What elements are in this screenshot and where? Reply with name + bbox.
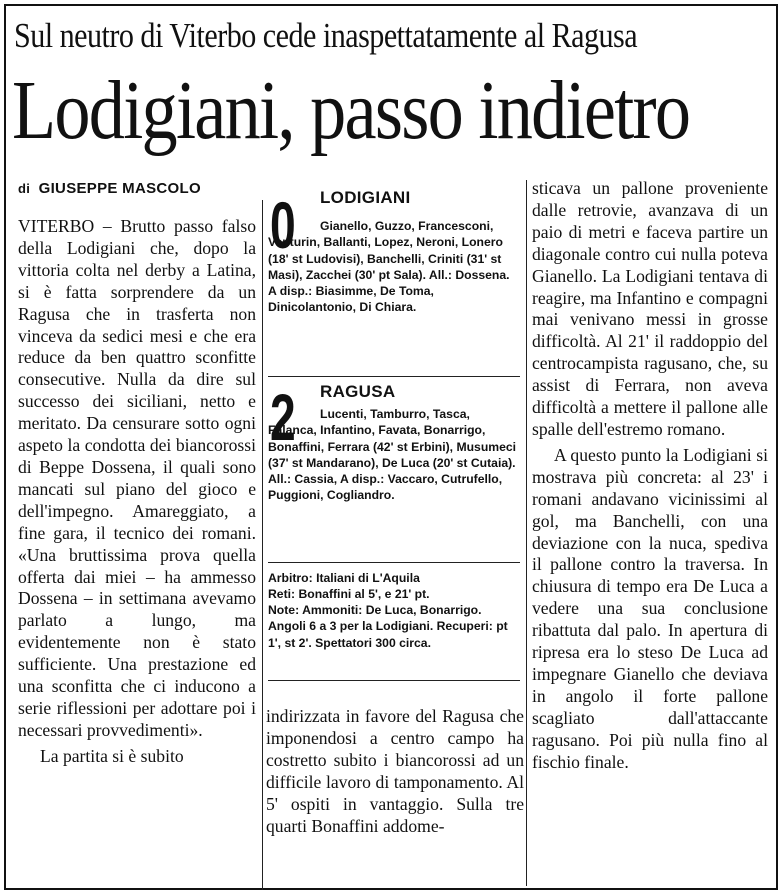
home-lineup: Gianello, Guzzo, Francesconi, Venturin, Ballanti, Lopez, Neroni, Lonero (18' st Ludovisi), Banchelli, Criniti (31' st Masi), Zacchei (30' pt Sala). All.: Dossena. A disp.: Biasimme, De Toma, Dinicolantonio, Di Chiara. — [268, 219, 510, 315]
column-divider — [262, 200, 263, 890]
article-column-2: indirizzata in favore del Ragusa che imponendosi a centro campo ha costretto subito i biancorossi ad un difficile lavoro di tamponamento. Al 5' ospiti in vantaggio. Sulla tre quarti Bonaffini addome- — [266, 706, 524, 836]
away-team-name: RAGUSA — [320, 382, 396, 401]
article-column-1 — [18, 216, 256, 768]
article-kicker: Sul neutro di Viterbo cede inaspettatamente al Ragusa — [14, 16, 638, 55]
match-notes: Note: Ammoniti: De Luca, Bonarrigo. Angoli 6 a 3 per la Lodigiani. Recuperi: pt 1', st 2'. Spettatori 300 circa. — [268, 603, 508, 650]
scorebox-divider — [268, 562, 520, 563]
away-lineup: Lucenti, Tamburro, Tasca, Falanca, Infantino, Favata, Bonarrigo, Bonaffini, Ferrara (42' st Erbini), Musumeci (37' st Mandarano), De Luca (20' st Cutaia). All.: Cassia, A disp.: Vaccaro, Cutrufello, Puggioni, Cogliandro. — [268, 407, 517, 503]
scorebox-divider — [268, 376, 520, 377]
column-divider — [526, 180, 527, 886]
article-column-3 — [532, 178, 768, 773]
paragraph: VITERBO – Brutto passo falso della Lodigiani che, dopo la vittoria colta nel derby a Latina, si è fatta sorprendere da un Ragusa che in trasferta non vinceva da sedici mesi e che era reduce da ben quattro sconfitte consecutive. Nulla da dire sul successo dei siciliani, netto e meritato. Da censurare sotto ogni aspeto la condotta dei biancorossi di Beppe Dossena, il quali sono mancati sul piano del gioco e dell'impegno. Amareggiato, a fine gara, il tecnico dei romani. «Una bruttissima prova quella offerta dai miei – ha ammesso Dossena – in settimana avevamo parlato a lungo, ma evidentemente non è stato sufficiente. Una prestazione ed una sconfitta che ci inducono a serie riflessioni per adottare poi i necessari provvedimenti». — [18, 216, 256, 740]
byline-author: GIUSEPPE MASCOLO — [38, 180, 201, 197]
referee-line: Arbitro: Italiani di L'Aquila — [268, 571, 420, 585]
paragraph: La partita si è subito — [40, 745, 184, 766]
article-headline: Lodigiani, passo indietro — [12, 64, 690, 157]
home-score: 0 — [270, 188, 296, 262]
paragraph: A questo punto la Lodigiani si mostrava più concreta: al 23' i romani andavano vicinissimi al gol, ma Banchelli, con una deviazione con la nuca, spediva il pallone contro la traversa. In chiusura di tempo era De Luca a vedere una sua conclusione ribattuta dal palo. In apertura di ripresa era lo steso De Luca ad impegnare Gianello che deviava in angolo il forte pallone scagliato dall'attaccante ragusano. Poi più nulla fino al fischio finale. — [532, 444, 768, 772]
home-team-name: LODIGIANI — [320, 188, 411, 207]
scorebox-divider — [268, 680, 520, 681]
goals-line: Reti: Bonaffini al 5', e 21' pt. — [268, 587, 430, 601]
byline — [18, 180, 201, 197]
byline-prefix: di — [18, 181, 31, 196]
paragraph: sticava un pallone proveniente dalle retrovie, avanzava di un paio di metri e faceva partire un diagonale contro cui nulla poteva Gianello. La Lodigiani tentava di reagire, ma Infantino e compagni mai venivano messi in grosse difficoltà. Al 21' il raddoppio del centrocampista ragusano, che, su assist di Ferrara, non aveva difficoltà a mettere il pallone alle spalle dell'estremo romano. — [532, 178, 768, 439]
away-score: 2 — [270, 380, 296, 454]
